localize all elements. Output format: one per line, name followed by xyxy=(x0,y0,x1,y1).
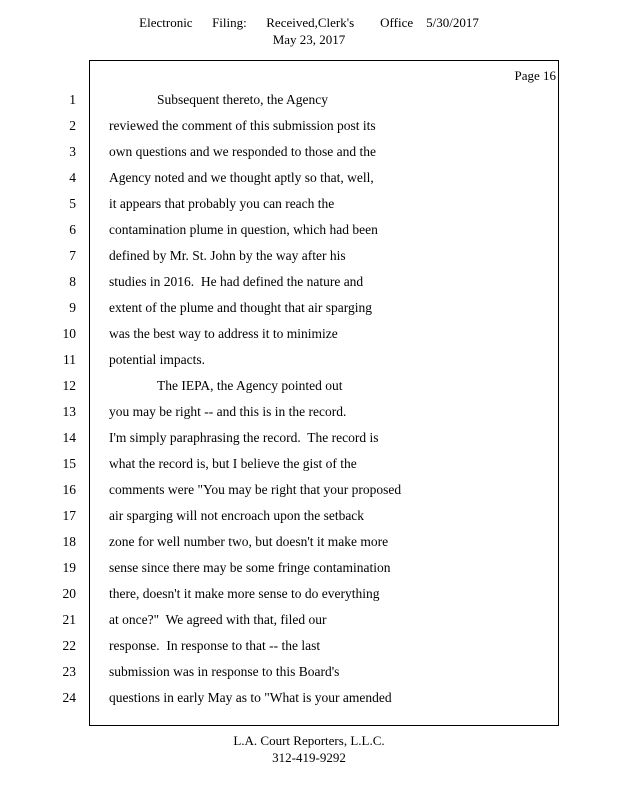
transcript-line xyxy=(0,143,618,169)
transcript-line xyxy=(0,429,618,455)
line-text: I'm simply paraphrasing the record. The record is xyxy=(109,430,379,445)
transcript-line xyxy=(0,325,618,351)
line-text: zone for well number two, but doesn't it make more xyxy=(109,534,389,549)
reporter-name: L.A. Court Reporters, L.L.C. xyxy=(233,733,385,748)
line-text: defined by Mr. St. John by the way after his xyxy=(109,248,346,263)
line-text: at once?" We agreed with that, filed our xyxy=(109,612,327,627)
line-text: Subsequent thereto, the Agency xyxy=(157,92,328,107)
line-number: 20 xyxy=(62,586,76,601)
line-number: 17 xyxy=(62,508,76,523)
line-text: what the record is, but I believe the gist of the xyxy=(109,456,357,471)
line-text: submission was in response to this Board's xyxy=(109,664,340,679)
line-number: 13 xyxy=(62,404,76,419)
line-number: 7 xyxy=(69,248,76,263)
line-text: Agency noted and we thought aptly so that, well, xyxy=(109,170,374,185)
transcript-line xyxy=(0,403,618,429)
line-number: 10 xyxy=(62,326,76,341)
transcript-line xyxy=(0,481,618,507)
line-number: 4 xyxy=(69,170,76,185)
line-number: 1 xyxy=(69,92,76,107)
line-text: own questions and we responded to those and the xyxy=(109,144,376,159)
transcript-line xyxy=(0,559,618,585)
line-number: 15 xyxy=(62,456,76,471)
line-number: 8 xyxy=(69,274,76,289)
filing-header xyxy=(0,14,618,48)
reporter-phone: 312-419-9292 xyxy=(272,750,346,765)
line-number: 11 xyxy=(63,352,76,367)
transcript-line xyxy=(0,611,618,637)
transcript-line xyxy=(0,351,618,377)
transcript-line xyxy=(0,169,618,195)
transcript-line xyxy=(0,689,618,715)
line-number: 5 xyxy=(69,196,76,211)
line-number: 6 xyxy=(69,222,76,237)
transcript-line xyxy=(0,455,618,481)
line-number: 18 xyxy=(62,534,76,549)
transcript-line xyxy=(0,533,618,559)
line-text: response. In response to that -- the last xyxy=(109,638,321,653)
line-text: air sparging will not encroach upon the setback xyxy=(109,508,365,523)
reporter-footer xyxy=(0,732,618,766)
filing-header-line1: Electronic Filing: Received,Clerk's Office 5/30/2017 xyxy=(139,15,479,30)
transcript-line xyxy=(0,585,618,611)
transcript-line xyxy=(0,663,618,689)
line-number: 22 xyxy=(62,638,76,653)
transcript-line xyxy=(0,221,618,247)
line-text: The IEPA, the Agency pointed out xyxy=(157,378,343,393)
line-number: 21 xyxy=(62,612,76,627)
transcript-line xyxy=(0,507,618,533)
transcript-line xyxy=(0,299,618,325)
transcript-lines xyxy=(0,91,618,715)
line-text: you may be right -- and this is in the record. xyxy=(109,404,347,419)
line-number: 12 xyxy=(62,378,76,393)
line-text: contamination plume in question, which had been xyxy=(109,222,378,237)
line-number: 14 xyxy=(62,430,76,445)
line-text: it appears that probably you can reach the xyxy=(109,196,335,211)
line-text: there, doesn't it make more sense to do everything xyxy=(109,586,380,601)
page-number-label: Page 16 xyxy=(514,68,556,83)
line-number: 19 xyxy=(62,560,76,575)
line-number: 3 xyxy=(69,144,76,159)
transcript-line xyxy=(0,273,618,299)
line-text: studies in 2016. He had defined the nature and xyxy=(109,274,364,289)
line-number: 2 xyxy=(69,118,76,133)
line-text: reviewed the comment of this submission post its xyxy=(109,118,376,133)
line-number: 23 xyxy=(62,664,76,679)
line-text: was the best way to address it to minimize xyxy=(109,326,338,341)
transcript-line xyxy=(0,247,618,273)
transcript-line xyxy=(0,117,618,143)
line-text: questions in early May as to "What is your amended xyxy=(109,690,392,705)
transcript-line xyxy=(0,377,618,403)
line-text: extent of the plume and thought that air sparging xyxy=(109,300,372,315)
line-number: 24 xyxy=(62,690,76,705)
transcript-line xyxy=(0,637,618,663)
filing-header-line2: May 23, 2017 xyxy=(272,32,346,47)
transcript-line xyxy=(0,195,618,221)
line-number: 9 xyxy=(69,300,76,315)
line-text: comments were "You may be right that your proposed xyxy=(109,482,402,497)
transcript-line xyxy=(0,91,618,117)
line-number: 16 xyxy=(62,482,76,497)
line-text: sense since there may be some fringe contamination xyxy=(109,560,391,575)
line-text: potential impacts. xyxy=(109,352,205,367)
